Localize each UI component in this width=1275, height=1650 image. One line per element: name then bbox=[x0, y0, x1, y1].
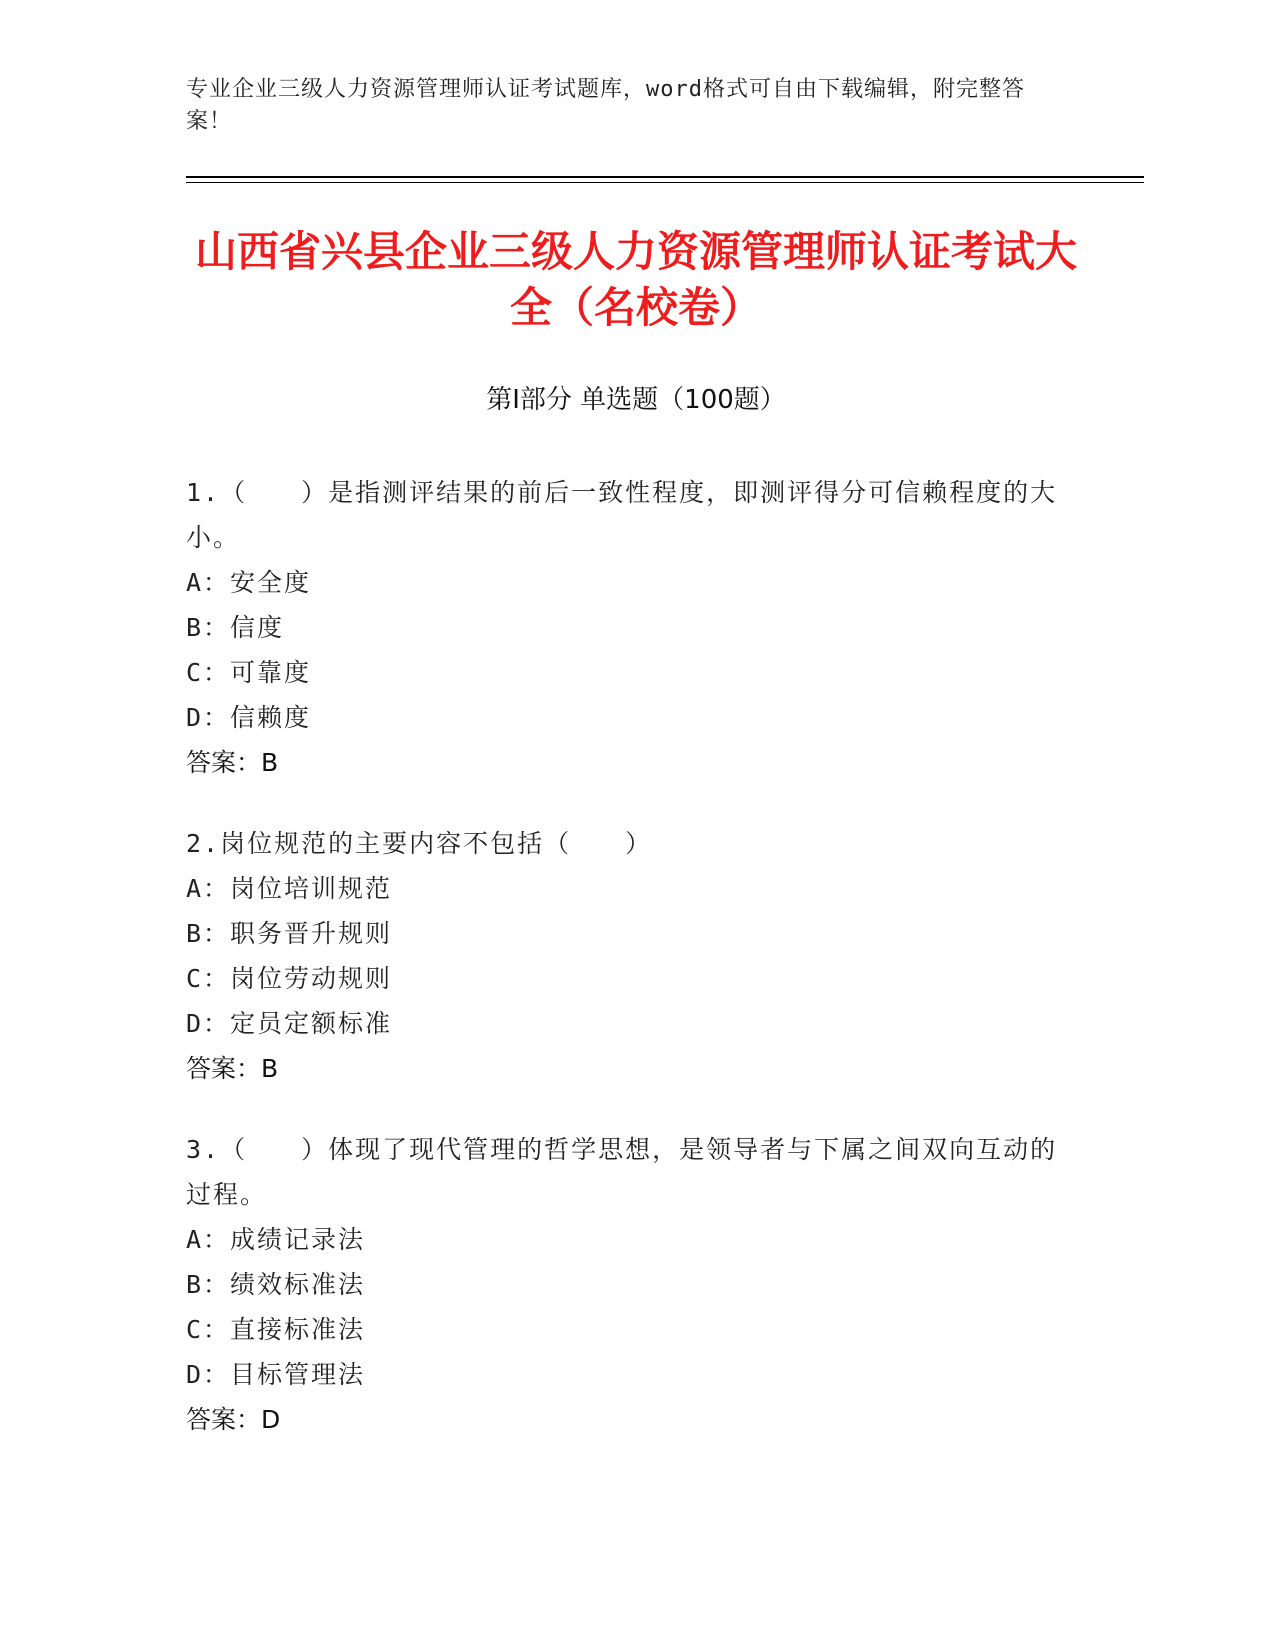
question-stem: 1.（ ）是指测评结果的前后一致性程度，即测评得分可信赖程度的大小。 bbox=[186, 478, 1058, 552]
option-b: B：绩效标准法 bbox=[186, 1270, 366, 1299]
question-2 bbox=[186, 821, 1066, 1091]
option-b: B：职务晋升规则 bbox=[186, 919, 393, 948]
header-divider-thick bbox=[186, 176, 1144, 178]
option-d: D：定员定额标准 bbox=[186, 1009, 393, 1038]
option-d: D：信赖度 bbox=[186, 703, 312, 732]
answer-line: 答案：D bbox=[186, 1405, 281, 1434]
option-c: C：直接标准法 bbox=[186, 1315, 366, 1344]
answer-line: 答案：B bbox=[186, 748, 279, 777]
option-a: A：成绩记录法 bbox=[186, 1225, 366, 1254]
question-3 bbox=[186, 1127, 1066, 1442]
option-a: A：岗位培训规范 bbox=[186, 874, 393, 903]
question-stem: 3.（ ）体现了现代管理的哲学思想，是领导者与下属之间双向互动的过程。 bbox=[186, 1135, 1058, 1209]
option-c: C：岗位劳动规则 bbox=[186, 964, 393, 993]
option-b: B：信度 bbox=[186, 613, 285, 642]
question-list bbox=[186, 470, 1066, 1478]
header-note: 专业企业三级人力资源管理师认证考试题库，word格式可自由下载编辑，附完整答案！ bbox=[186, 77, 1025, 134]
section-heading: 第I部分 单选题（100题） bbox=[486, 385, 786, 415]
option-d: D：目标管理法 bbox=[186, 1360, 366, 1389]
option-c: C：可靠度 bbox=[186, 658, 312, 687]
header-divider-thin bbox=[186, 182, 1144, 183]
answer-line: 答案：B bbox=[186, 1054, 279, 1083]
option-a: A：安全度 bbox=[186, 568, 312, 597]
question-1 bbox=[186, 470, 1066, 785]
document-title: 山西省兴县企业三级人力资源管理师认证考试大全（名校卷） bbox=[194, 227, 1077, 332]
question-stem: 2.岗位规范的主要内容不包括（ ） bbox=[186, 829, 653, 858]
